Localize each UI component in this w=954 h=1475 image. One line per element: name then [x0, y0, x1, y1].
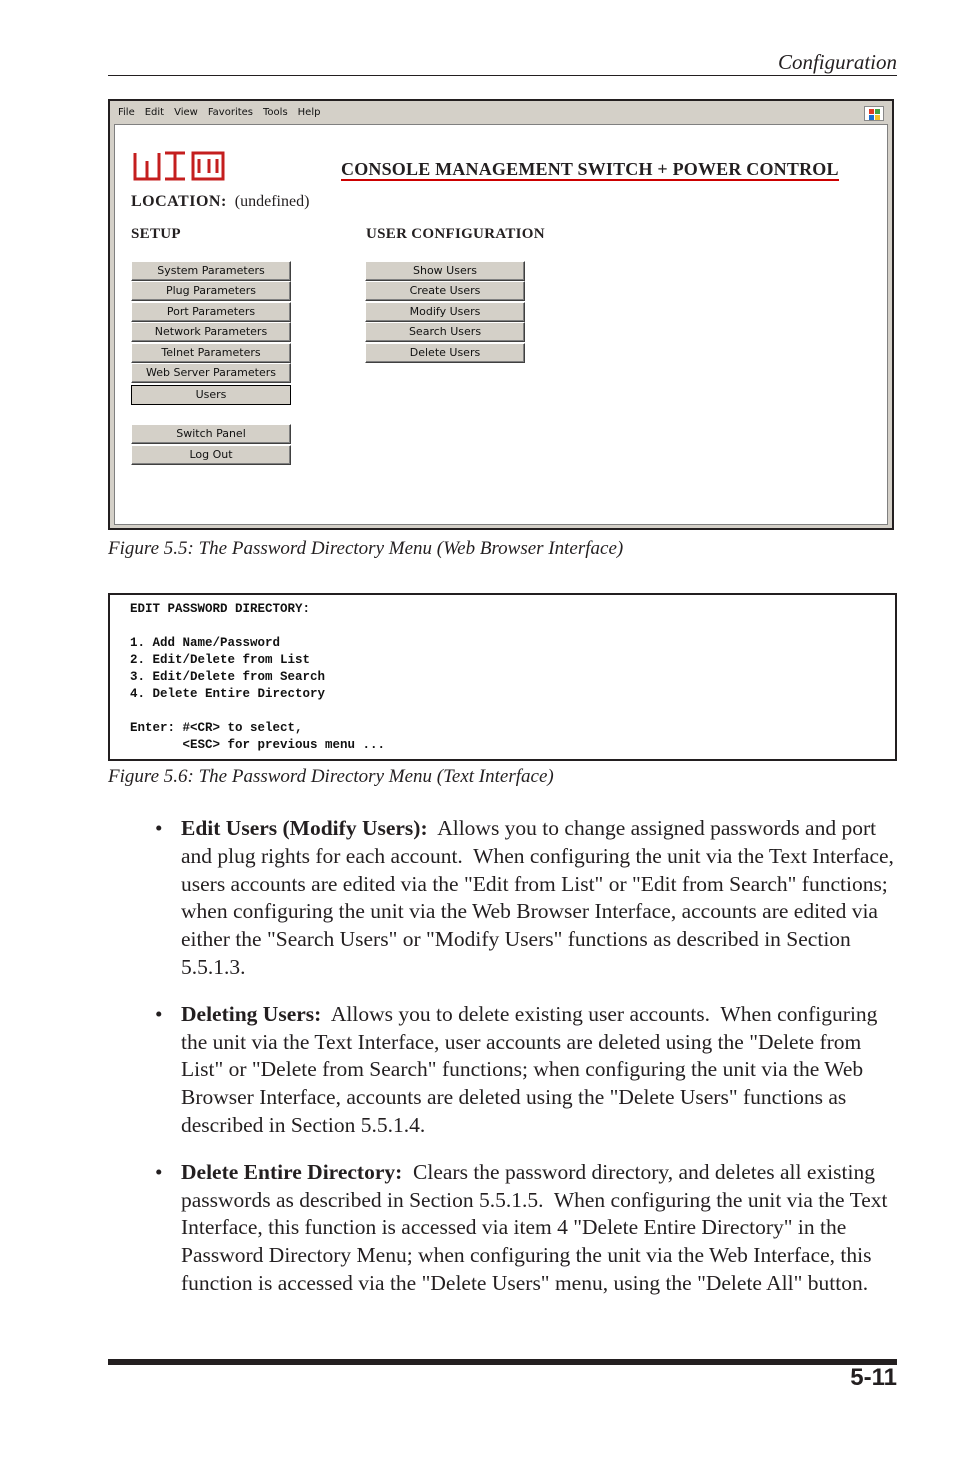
menu-favorites[interactable]: Favorites [207, 107, 254, 118]
location-line [131, 193, 309, 211]
bullet-deleting-users [155, 1001, 900, 1140]
bullet-title: Delete Entire Directory: [181, 1159, 403, 1184]
bullet-title: Deleting Users: [181, 1001, 322, 1026]
search-users-button[interactable]: Search Users [365, 322, 525, 342]
terminal-menu-text: EDIT PASSWORD DIRECTORY: 1. Add Name/Password 2. Edit/Delete from List 3. Edit/Delete from Search 4. Delete Entire Directory Enter: #<CR> to select, <ESC> for previous menu ... [130, 602, 386, 752]
switch-panel-button[interactable]: Switch Panel [131, 424, 291, 444]
bullet-title: Edit Users (Modify Users): [181, 816, 428, 840]
show-users-button[interactable]: Show Users [365, 261, 525, 281]
menu-view[interactable]: View [174, 107, 198, 118]
location-label: LOCATION: [131, 193, 227, 210]
menu-help[interactable]: Help [297, 107, 321, 118]
figure-5-5-caption: Figure 5.5: The Password Directory Menu (Web Browser Interface) [108, 538, 624, 559]
port-parameters-button[interactable]: Port Parameters [131, 302, 291, 322]
figure-5-6-caption: Figure 5.6: The Password Directory Menu (Text Interface) [108, 766, 554, 787]
bullet-text: Allows you to delete existing user accounts. When configuring the unit via the Text Interface, user accounts are deleted using the "Delete from List" or "Delete from Search" functions; when configuring the unit via the Web Browser Interface, accounts are deleted using the "Delete Users" functions as described in Section 5.5.1.4. [181, 1001, 883, 1137]
app-title: CONSOLE MANAGEMENT SWITCH + POWER CONTROL [341, 159, 839, 179]
bullet-dot: • [155, 1001, 163, 1026]
browser-menubar [112, 103, 890, 123]
plug-parameters-button[interactable]: Plug Parameters [131, 281, 291, 301]
users-button[interactable]: Users [131, 385, 291, 405]
header-rule [108, 75, 897, 76]
browser-window [108, 99, 894, 530]
bullet-list [155, 815, 900, 1317]
web-server-parameters-button[interactable]: Web Server Parameters [131, 363, 291, 383]
running-header: Configuration [777, 50, 897, 74]
bullet-dot: • [155, 1159, 163, 1184]
svg-text:wti: wti [133, 136, 154, 153]
create-users-button[interactable]: Create Users [365, 281, 525, 301]
browser-content [114, 124, 888, 525]
delete-users-button[interactable]: Delete Users [365, 343, 525, 363]
text-interface-terminal [108, 593, 897, 761]
log-out-button[interactable]: Log Out [131, 445, 291, 465]
modify-users-button[interactable]: Modify Users [365, 302, 525, 322]
wti-logo [133, 136, 229, 183]
menu-tools[interactable]: Tools [263, 107, 288, 118]
menu-edit[interactable]: Edit [144, 107, 165, 118]
footer-rule [108, 1359, 897, 1365]
windows-logo-icon [864, 106, 884, 121]
system-parameters-button[interactable]: System Parameters [131, 261, 291, 281]
menu-file[interactable]: File [118, 107, 135, 118]
user-config-heading: USER CONFIGURATION [366, 226, 545, 242]
setup-heading: SETUP [131, 226, 181, 242]
page-number: 5-11 [850, 1364, 897, 1391]
bullet-edit-users [155, 815, 900, 982]
bullet-dot: • [155, 816, 163, 840]
network-parameters-button[interactable]: Network Parameters [131, 322, 291, 342]
bullet-delete-entire-directory [155, 1159, 900, 1298]
telnet-parameters-button[interactable]: Telnet Parameters [131, 343, 291, 363]
bullet-text: Allows you to change assigned passwords and port and plug rights for each account. When configuring the unit via the Text Interface, users accounts are edited via the "Edit from List" or "Edit from Search" functions; when configuring the unit via the Web Browser Interface, accounts are edited via either the "Search Users" or "Modify Users" functions as described in Section 5.5.1.3. [181, 816, 900, 979]
bullet-text: Clears the password directory, and deletes all existing passwords as described in Section 5.5.1.5. When configuring the unit via the Text Interface, this function is accessed via item 4 "Delete Entire Directory" in the Password Directory Menu; when configuring the unit via the Web Interface, this function is accessed via the "Delete Users" menu, using the "Delete All" button. [181, 1159, 893, 1295]
location-value: (undefined) [234, 193, 310, 210]
